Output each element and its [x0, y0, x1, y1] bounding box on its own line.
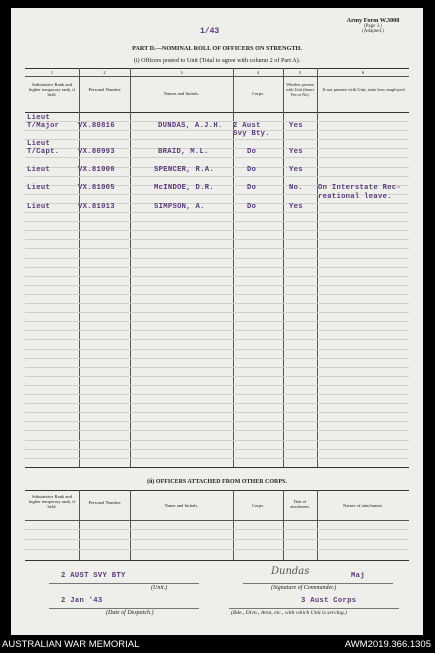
col2-header-name: Name and Initials. — [164, 503, 199, 508]
table2-header-rule — [25, 520, 409, 521]
ruled-line — [25, 412, 409, 413]
col-number: 2 — [103, 70, 106, 75]
signature-label: (Signature of Commander.) — [271, 585, 337, 591]
present-cell: Yes — [289, 122, 303, 130]
section1-title: (i) Officers posted to Unit (Total to agree with column 2 of Part A). — [133, 57, 301, 64]
page-number: 1/43 — [200, 27, 220, 36]
ruled-line — [25, 449, 409, 450]
col2-header-corps: Corps. — [251, 503, 265, 508]
table1-num-rule — [25, 76, 409, 77]
name-cell: McINDOE, D.R. — [154, 184, 214, 192]
table1-header-rule — [25, 112, 409, 113]
signature-line — [243, 583, 393, 584]
corps-cell: Do — [247, 203, 257, 211]
rank-secondary-cell: T/Major — [27, 122, 60, 130]
ruled-line — [25, 130, 409, 131]
col-header-corps: Corps. — [251, 91, 265, 96]
present-cell: Yes — [289, 148, 303, 156]
date-line — [49, 608, 199, 609]
ruled-line — [25, 421, 409, 422]
unit-value: 2 AUST SVY BTY — [61, 572, 126, 580]
ruled-line — [25, 239, 409, 240]
ruled-line — [25, 312, 409, 313]
ruled-line — [25, 258, 409, 259]
ruled-line — [25, 403, 409, 404]
col2-header-nature: Nature of attachment. — [343, 503, 383, 508]
number-cell: VX.81013 — [78, 203, 115, 211]
table2-bottom-rule — [25, 560, 409, 561]
ruled-line — [25, 212, 409, 213]
credit-right: AWM2019.366.1305 — [344, 639, 431, 650]
form-page: (Page 3.) — [363, 24, 383, 29]
ruled-line — [25, 294, 409, 295]
number-cell: VX.81005 — [78, 184, 115, 192]
present-cell: No. — [289, 184, 303, 192]
ruled-line — [25, 549, 409, 550]
ruled-line — [25, 385, 409, 386]
name-cell: BRAID, M.L. — [158, 148, 209, 156]
col-number: 4 — [256, 70, 260, 75]
ruled-line — [25, 276, 409, 277]
date-label: (Date of Despatch.) — [106, 610, 154, 616]
ruled-line — [25, 339, 409, 340]
name-cell: DUNDAS, A.J.H. — [158, 122, 223, 130]
col2-header-number: Personal Number. — [88, 500, 122, 505]
table1-bottom-rule — [25, 467, 409, 468]
ruled-line — [25, 230, 409, 231]
form-identifier — [333, 17, 413, 34]
col-header-employed: If not present with Unit, state how employed. — [322, 87, 406, 92]
col-number: 5 — [298, 70, 302, 75]
col-header-name: Names and Initials. — [163, 91, 200, 96]
col-number: 3 — [180, 70, 183, 75]
ruled-line — [25, 321, 409, 322]
ruled-line — [25, 529, 409, 530]
ruled-line — [25, 176, 409, 177]
col2-header-date: Date of attachment. — [290, 499, 310, 509]
ruled-line — [25, 221, 409, 222]
present-cell: Yes — [289, 203, 303, 211]
name-cell: SPENCER, R.A. — [154, 166, 214, 174]
rank-cell: Lieut — [27, 114, 51, 122]
rank-cell: Lieut — [27, 184, 51, 192]
ruled-line — [25, 394, 409, 395]
table2-top-rule — [25, 490, 409, 491]
col2-header-rank: Substantive Rank and higher temporary rank, if held. — [28, 494, 76, 510]
ruled-line — [25, 376, 409, 377]
rank-cell: Lieut — [27, 203, 51, 211]
corps-secondary-cell: Svy Bty. — [233, 130, 270, 138]
present-cell: Yes — [289, 166, 303, 174]
ruled-line — [25, 539, 409, 540]
signature-rank: Maj — [351, 572, 365, 580]
rank-cell: Lieut — [27, 140, 51, 148]
formation-value: 3 Aust Corps — [301, 597, 357, 605]
rank-cell: Lieut — [27, 166, 51, 174]
name-cell: SIMPSON, A. — [154, 203, 205, 211]
col-number: 6 — [361, 70, 365, 75]
ruled-line — [25, 330, 409, 331]
col-number: 1 — [50, 70, 54, 75]
ruled-line — [25, 358, 409, 359]
ruled-line — [25, 367, 409, 368]
ruled-line — [25, 285, 409, 286]
col-header-rank: Substantive Rank and higher temporary rank, if held. — [28, 82, 76, 98]
col-header-number: Personal Number. — [88, 87, 122, 92]
document-page — [11, 8, 423, 635]
formation-line — [229, 608, 399, 609]
ruled-line — [25, 440, 409, 441]
unit-line — [49, 583, 199, 584]
form-adapted: (Adapted.) — [362, 29, 384, 34]
corps-cell: Do — [247, 148, 257, 156]
formation-label: (Bde., Divn., Area, etc., with which Unit is serving.) — [231, 610, 347, 616]
employed-secondary-cell: reational leave. — [318, 193, 392, 201]
col-header-present: Whether present with Unit (Insert Yes or No). — [286, 82, 314, 97]
credit-left: AUSTRALIAN WAR MEMORIAL — [2, 639, 140, 650]
rank-secondary-cell: T/Capt. — [27, 148, 60, 156]
section2-title: (ii) OFFICERS ATTACHED FROM OTHER CORPS. — [147, 479, 287, 485]
form-name: Army Form W.3008 — [346, 17, 400, 24]
part-title: PART D.—NOMINAL ROLL OF OFFICERS ON STRENGTH. — [132, 45, 302, 52]
number-cell: VX.80993 — [78, 148, 115, 156]
ruled-line — [25, 248, 409, 249]
ruled-line — [25, 303, 409, 304]
corps-cell: Do — [247, 184, 257, 192]
date-value: 2 Jan '43 — [61, 597, 103, 605]
ruled-line — [25, 139, 409, 140]
ruled-line — [25, 458, 409, 459]
employed-cell: On Interstate Rec- — [318, 184, 402, 192]
corps-cell: 2 Aust — [233, 122, 261, 130]
number-cell: VX.80816 — [78, 122, 115, 130]
ruled-line — [25, 157, 409, 158]
number-cell: VX.81000 — [78, 166, 115, 174]
table1-top-rule — [25, 68, 409, 69]
ruled-line — [25, 430, 409, 431]
signature-value: Dundas — [271, 566, 310, 577]
ruled-line — [25, 267, 409, 268]
corps-cell: Do — [247, 166, 257, 174]
unit-label: (Unit.) — [151, 585, 168, 591]
ruled-line — [25, 349, 409, 350]
